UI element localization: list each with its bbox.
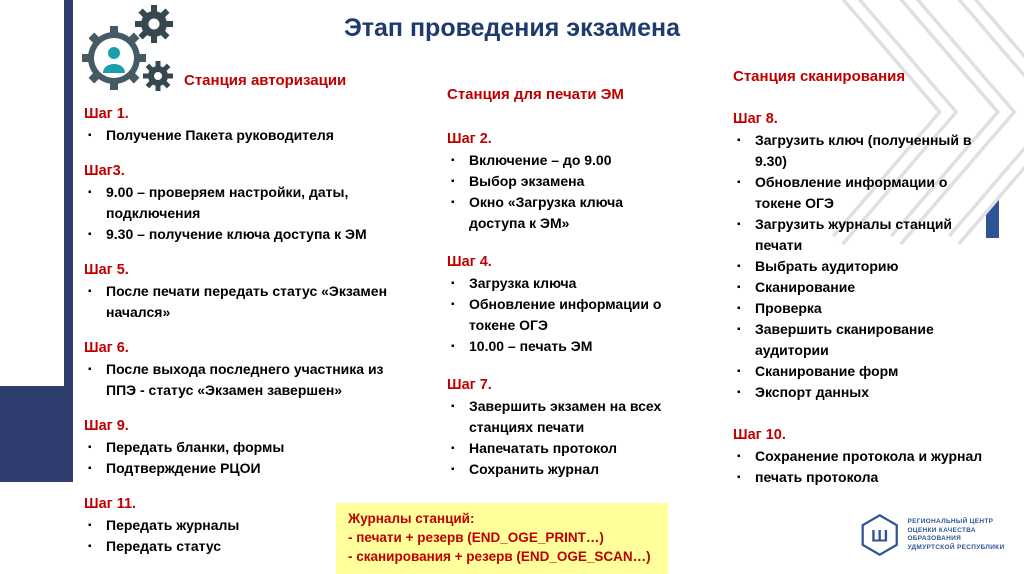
bullet-icon: ▪ <box>88 286 92 297</box>
step-item-text: 9.00 – проверяем настройки, даты, подключения <box>106 184 349 221</box>
bullet-icon: ▪ <box>451 197 455 208</box>
step-label: Шаг 9. <box>84 418 129 434</box>
bullet-icon: ▪ <box>737 177 741 188</box>
bullet-icon: ▪ <box>737 451 741 462</box>
column-print-station <box>447 86 679 480</box>
step-item-text: Передать журналы <box>106 517 240 533</box>
step-item <box>733 298 995 319</box>
journals-note <box>336 503 668 574</box>
rcoi-logo-text <box>907 518 1024 552</box>
step-item <box>447 396 679 438</box>
bullet-icon: ▪ <box>88 442 92 453</box>
step-item-text: Загрузить ключ (полученный в 9.30) <box>755 132 972 169</box>
step-label: Шаг 2. <box>447 131 492 147</box>
step-label: Шаг 6. <box>84 340 129 356</box>
journals-note-line: - печати + резерв (END_OGE_PRINT…) <box>348 530 604 545</box>
step-item-text: Сохранить журнал <box>469 461 600 477</box>
step-item-text: 10.00 – печать ЭМ <box>469 338 593 354</box>
step-item-text: Завершить сканирование аудитории <box>755 321 934 358</box>
rcoi-logo-text-line: ОЦЕНКИ КАЧЕСТВА ОБРАЗОВАНИЯ <box>907 526 976 542</box>
column-authorization-station <box>84 72 406 557</box>
step-block <box>84 161 406 245</box>
step-item-text: Экспорт данных <box>755 384 870 400</box>
step-item <box>733 214 995 256</box>
left-navy-block-decoration <box>0 386 64 482</box>
step-item <box>733 382 995 403</box>
bullet-icon: ▪ <box>737 366 741 377</box>
bullet-icon: ▪ <box>451 401 455 412</box>
step-item-text: Проверка <box>755 300 822 316</box>
step-label: Шаг3. <box>84 163 125 179</box>
step-item-text: Выбор экзамена <box>469 173 585 189</box>
step-item <box>447 192 679 234</box>
step-item-text: Загрузка ключа <box>469 275 577 291</box>
step-label: Шаг 8. <box>733 111 778 127</box>
step-item-text: печать протокола <box>755 469 879 485</box>
step-block <box>84 338 406 401</box>
step-item-text: После печати передать статус «Экзамен начался» <box>106 283 388 320</box>
bullet-icon: ▪ <box>737 324 741 335</box>
bullet-icon: ▪ <box>737 219 741 230</box>
bullet-icon: ▪ <box>737 261 741 272</box>
bullet-icon: ▪ <box>451 341 455 352</box>
steps-list <box>733 109 995 488</box>
step-item-text: Сохранение протокола и журнал <box>755 448 983 464</box>
step-item <box>447 150 679 171</box>
bullet-icon: ▪ <box>88 187 92 198</box>
step-item <box>733 277 995 298</box>
column-header: Станция авторизации <box>184 72 347 89</box>
step-item-text: Загрузить журналы станций печати <box>755 216 953 253</box>
step-item <box>733 361 995 382</box>
step-item-text: Выбрать аудиторию <box>755 258 899 274</box>
step-item <box>447 294 679 336</box>
step-label: Шаг 11. <box>84 496 137 512</box>
step-item-text: Сканирование форм <box>755 363 899 379</box>
step-item-text: Напечатать протокол <box>469 440 618 456</box>
slide-title: Этап проведения экзамена <box>343 14 681 42</box>
bullet-icon: ▪ <box>737 472 741 483</box>
step-item <box>733 256 995 277</box>
step-label: Шаг 10. <box>733 427 786 443</box>
step-item <box>447 336 679 357</box>
rcoi-logo-text-line: УДМУРТСКОЙ РЕСПУБЛИКИ <box>907 543 1005 551</box>
step-label: Шаг 7. <box>447 377 492 393</box>
steps-list <box>447 129 679 480</box>
step-item-text: 9.30 – получение ключа доступа к ЭМ <box>106 226 367 242</box>
rcoi-logo-hexagon-icon <box>860 512 899 558</box>
step-label: Шаг 5. <box>84 262 129 278</box>
bullet-icon: ▪ <box>88 463 92 474</box>
step-item-text: Подтверждение РЦОИ <box>106 460 261 476</box>
step-item <box>84 437 406 458</box>
step-block <box>733 425 995 488</box>
step-item <box>733 130 995 172</box>
bullet-icon: ▪ <box>737 303 741 314</box>
journals-note-line: - сканирования + резерв (END_OGE_SCAN…) <box>348 549 651 564</box>
journals-note-title: Журналы станций: <box>348 511 475 526</box>
bullet-icon: ▪ <box>451 299 455 310</box>
step-block <box>447 375 679 480</box>
step-label: Шаг 1. <box>84 106 129 122</box>
column-header: Станция для печати ЭМ <box>447 86 624 103</box>
left-vertical-bar-decoration <box>64 0 73 482</box>
step-item-text: Сканирование <box>755 279 856 295</box>
steps-list <box>84 104 406 557</box>
step-item <box>733 446 995 467</box>
step-item-text: Обновление информации о токене ОГЭ <box>469 296 662 333</box>
step-item <box>447 459 679 480</box>
svg-text:Ш: Ш <box>871 526 889 546</box>
step-block <box>447 252 679 357</box>
step-item <box>84 182 406 224</box>
bullet-icon: ▪ <box>737 387 741 398</box>
bullet-icon: ▪ <box>451 464 455 475</box>
bullet-icon: ▪ <box>451 443 455 454</box>
step-item-text: Передать бланки, формы <box>106 439 285 455</box>
step-item <box>447 273 679 294</box>
step-block <box>733 109 995 403</box>
rcoi-logo <box>860 512 1024 558</box>
step-block <box>84 416 406 479</box>
column-header: Станция сканирования <box>733 68 906 85</box>
step-item <box>84 281 406 323</box>
step-block <box>84 260 406 323</box>
bullet-icon: ▪ <box>451 278 455 289</box>
step-item <box>84 125 406 146</box>
bullet-icon: ▪ <box>88 541 92 552</box>
bullet-icon: ▪ <box>451 176 455 187</box>
step-label: Шаг 4. <box>447 254 492 270</box>
bullet-icon: ▪ <box>88 520 92 531</box>
column-scan-station <box>733 68 995 488</box>
step-item <box>84 359 406 401</box>
step-item <box>84 458 406 479</box>
step-item <box>84 224 406 245</box>
step-item-text: После выхода последнего участника из ППЭ - статус «Экзамен завершен» <box>106 361 384 398</box>
bullet-icon: ▪ <box>88 130 92 141</box>
step-item-text: Включение – до 9.00 <box>469 152 612 168</box>
step-block <box>84 104 406 146</box>
step-item-text: Завершить экзамен на всех станциях печати <box>469 398 662 435</box>
bullet-icon: ▪ <box>737 135 741 146</box>
step-item <box>733 467 995 488</box>
step-item <box>447 171 679 192</box>
step-block <box>447 129 679 234</box>
step-item <box>447 438 679 459</box>
bullet-icon: ▪ <box>451 155 455 166</box>
bullet-icon: ▪ <box>737 282 741 293</box>
step-item-text: Передать статус <box>106 538 222 554</box>
step-item-text: Окно «Загрузка ключа доступа к ЭМ» <box>469 194 623 231</box>
bullet-icon: ▪ <box>88 364 92 375</box>
step-item <box>733 319 995 361</box>
bullet-icon: ▪ <box>88 229 92 240</box>
rcoi-logo-text-line: РЕГИОНАЛЬНЫЙ ЦЕНТР <box>907 518 994 525</box>
step-item-text: Получение Пакета руководителя <box>106 127 334 143</box>
step-item <box>733 172 995 214</box>
step-item-text: Обновление информации о токене ОГЭ <box>755 174 948 211</box>
